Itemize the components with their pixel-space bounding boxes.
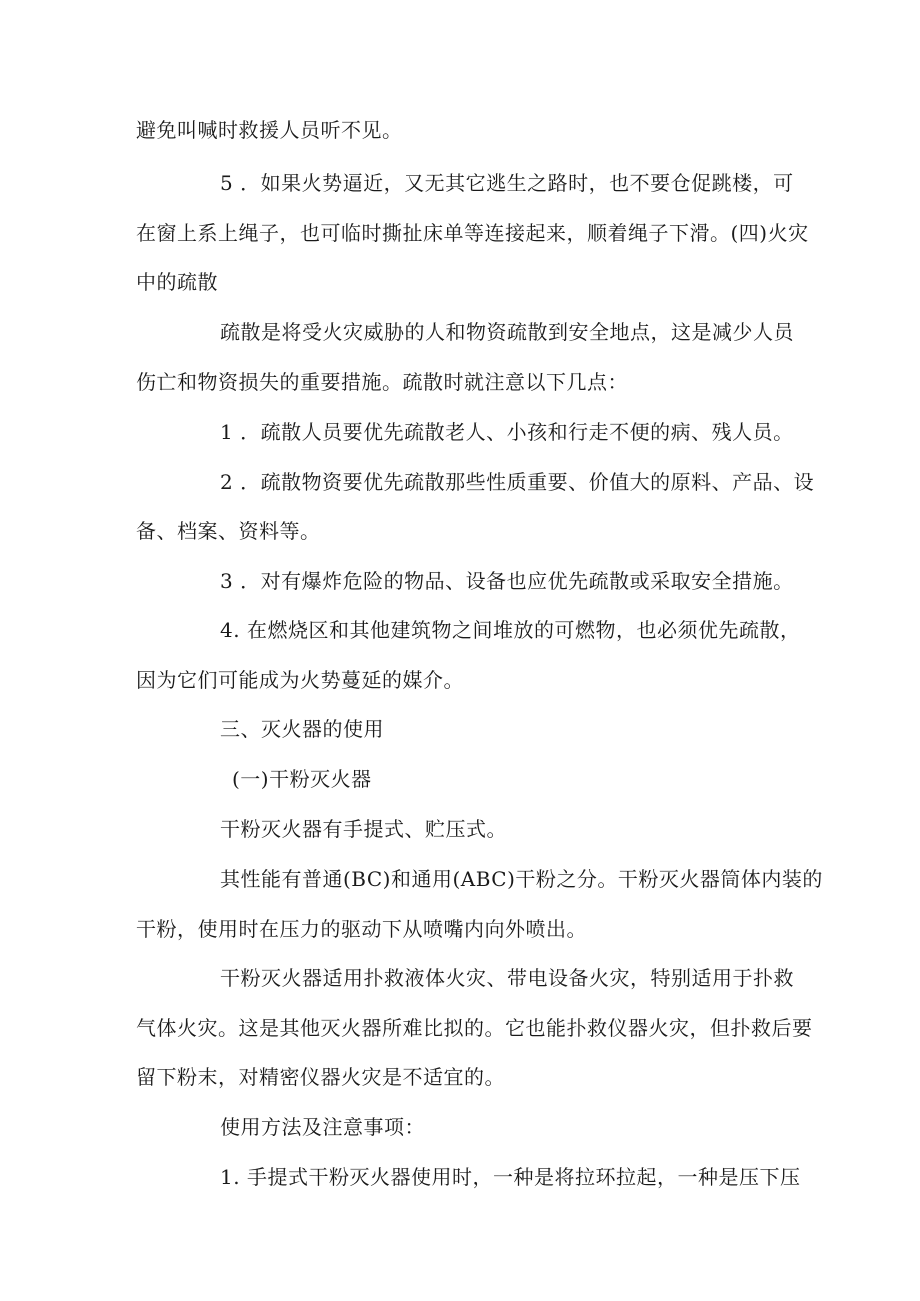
- text-line: 3 ．对有爆炸危险的物品、设备也应优先疏散或采取安全措施。: [220, 569, 794, 593]
- text-line: 因为它们可能成为火势蔓延的媒介。: [136, 668, 464, 692]
- text-line: 中的疏散: [136, 270, 218, 294]
- section-heading: 三、灭火器的使用: [220, 717, 384, 741]
- text-line: 1 ．疏散人员要优先疏散老人、小孩和行走不便的病、残人员。: [220, 420, 794, 444]
- text-line: 4. 在燃烧区和其他建筑物之间堆放的可燃物，也必须优先疏散，: [220, 618, 801, 642]
- text-line: 备、档案、资料等。: [136, 519, 321, 543]
- text-line: 1. 手提式干粉灭火器使用时，一种是将拉环拉起，一种是压下压: [220, 1165, 801, 1189]
- text-line: 2 ．疏散物资要优先疏散那些性质重要、价值大的原料、产品、设: [220, 470, 815, 494]
- text-line: 5 ．如果火势逼近，又无其它逃生之路时，也不要仓促跳楼，可: [220, 171, 794, 195]
- text-line: 在窗上系上绳子，也可临时撕扯床单等连接起来，顺着绳子下滑。(四)火灾: [136, 221, 809, 245]
- text-line: 避免叫喊时救援人员听不见。: [136, 118, 403, 142]
- text-line: 留下粉末，对精密仪器火灾是不适宜的。: [136, 1065, 505, 1089]
- text-line: 其性能有普通(BC)和通用(ABC)干粉之分。干粉灭火器筒体内装的: [220, 867, 823, 891]
- text-line: 气体火灾。这是其他灭火器所难比拟的。它也能扑救仪器火灾，但扑救后要: [136, 1016, 813, 1040]
- text-line: 干粉灭火器有手提式、贮压式。: [220, 817, 507, 841]
- text-line: 使用方法及注意事项：: [220, 1115, 425, 1139]
- text-line: 疏散是将受火灾威胁的人和物资疏散到安全地点，这是减少人员: [220, 320, 794, 344]
- text-line: 干粉，使用时在压力的驱动下从喷嘴内向外喷出。: [136, 917, 587, 941]
- subsection-heading: (一)干粉灭火器: [232, 767, 372, 791]
- text-line: 干粉灭火器适用扑救液体火灾、带电设备火灾，特别适用于扑救: [220, 966, 794, 990]
- text-line: 伤亡和物资损失的重要措施。疏散时就注意以下几点：: [136, 370, 628, 394]
